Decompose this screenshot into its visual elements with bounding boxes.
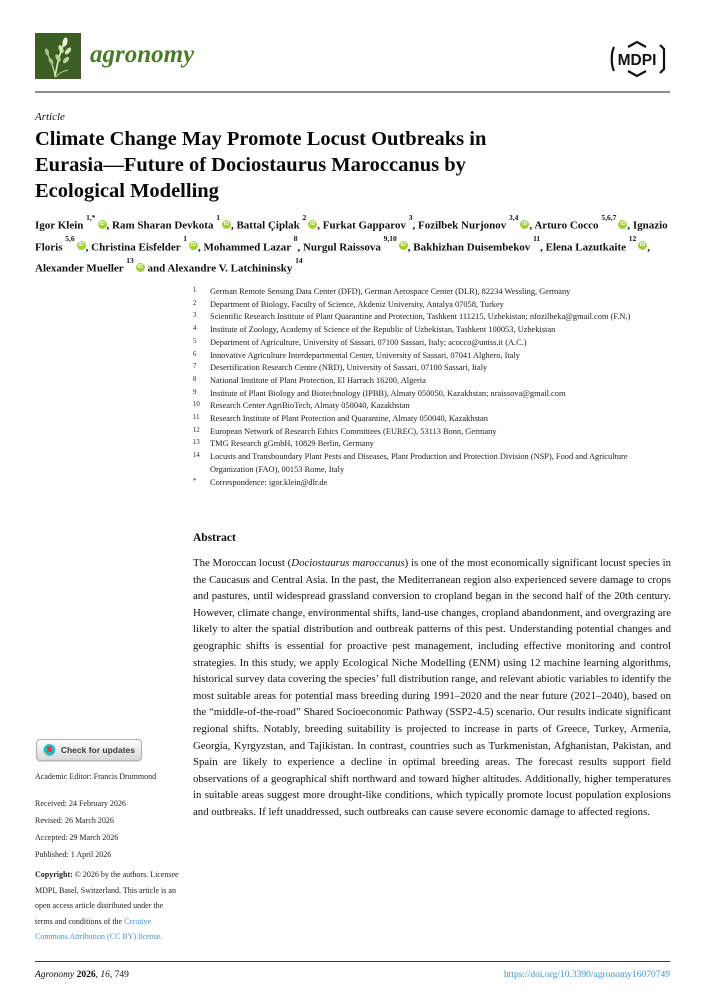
abstract-text xyxy=(193,555,671,821)
affiliation-number: 13 xyxy=(193,439,200,447)
orcid-icon[interactable]: iD xyxy=(309,220,316,227)
affiliation-text: National Institute of Plant Protection, El Harrach 16200, Algeria xyxy=(210,375,426,385)
abstract-segment: ) is one of the most economically significant locust species in the Caucasus and Central Asia. In the past, the Mediterranean region also experienced severe damage to crops and pastures, until widespread grassland conversion to cropland began in the second half of the 20th century. However, climate change, environmental shifts, land-use changes, cropland abandonment, and overgrazing are likely to alter the spatial distribution and outbreak patterns of this pest. Understanding potential changes and geographic shifts is essential for proactive pest management, including effective monitoring and control strategies. In this study, we apply Ecological Niche Modelling (ENM) using 12 machine learning algorithms, historical survey data covering the species’ full distribution range, and relevant abiotic variables to identify the most suitable areas for potential mass breeding during 1991–2020 and the near future (2021–2040), based on the “middle-of-the-road” Shared Socioeconomic Pathway (SSP2-4.5) scenario. Our results indicate significant regional shifts. Notably, breeding suitability is projected to increase in parts of Greece, Turkey, Armenia, Georgia, Kyrgyzstan, and Tajikistan. In contrast, countries such as Turkmenistan, Afghanistan, Pakistan, and Spain are likely to experience a decline in optimal breeding areas. The forecast results support field observations of a geographical shift northward and toward higher altitudes. Additionally, higher temperatures in suitable areas suggest more drought-like conditions, which typically promote locust population explosions and outbreaks. If left unaddressed, such outbreaks can cause severe economic damage to affected regions. xyxy=(193,557,671,818)
affiliation-text: Locusts and Transboundary Plant Pests and Diseases, Plant Production and Protection Division (NSP), Food and Agriculture Organization (FAO), 00153 Rome, Italy xyxy=(210,452,628,474)
author-affiliation-sup: 11 xyxy=(533,234,541,244)
affiliation-number: 3 xyxy=(193,312,197,320)
affiliation-item xyxy=(193,451,671,476)
affiliation-item xyxy=(193,362,671,375)
abstract-segment: The Moroccan locust ( xyxy=(193,557,292,569)
author-affiliation-sup: 8 xyxy=(293,234,298,244)
orcid-icon[interactable]: iD xyxy=(78,242,84,249)
orcid-icon[interactable]: iD xyxy=(99,220,105,227)
mdpi-logo-text: MDPI xyxy=(617,52,657,69)
affiliation-number: 6 xyxy=(193,350,197,358)
affiliation-text: German Remote Sensing Data Center (DFD), German Aerospace Center (DLR), 82234 Wessling, Germany xyxy=(210,287,571,296)
orcid-icon[interactable]: iD xyxy=(620,220,626,227)
author-list: Igor Klein $^{1,*}$iD , Ram Sharan Devkota $^1$iD , Battal Çiplak $^2$iD , Furkat Gapparov $^3$, Fozilbek Nurjonov $^{3,4}$iD , Arturo Cocco $^{5,6,7}$iD , Ignazio Floris $^{5,6}$iD , Christina Eisfelder $^1$iD , Mohammed Lazar $^8$, Nurgul Raissova $^{9,10}$iD , Bakhizhan Duisembekov $^{11}$, Elena Lazutkaite $^{12}$iD , Alexander Mueller $^{13}$iD and Alexandre V. Latchininsky $^{14}$ xyxy=(35,212,668,275)
date-row: Revised: 26 March 2026 xyxy=(35,816,114,825)
affiliation-number: 4 xyxy=(193,325,197,333)
author-affiliation-sup: 14 xyxy=(295,255,303,265)
article-dates xyxy=(35,795,179,863)
author-affiliation-sup: 13 xyxy=(126,255,134,265)
affiliation-text: Department of Biology, Faculty of Science, Akdeniz University, Antalya 07058, Turkey xyxy=(210,299,504,309)
affiliation-text: Innovative Agriculture Interdepartmental Center, University of Sassari, 07041 Alghero, Italy xyxy=(210,350,520,360)
affiliation-item xyxy=(193,400,671,413)
check-for-updates-label: Check for updates xyxy=(60,745,135,755)
wheat-plant-icon xyxy=(35,33,81,79)
date-row: Accepted: 29 March 2026 xyxy=(35,833,119,842)
affiliation-number: 1 xyxy=(193,287,197,294)
abstract-heading: Abstract xyxy=(193,532,236,544)
affiliation-item xyxy=(193,299,671,312)
affiliation-text: Research Center AgriBioTech, Almaty 050040, Kazakhstan xyxy=(210,401,410,411)
affiliation-item xyxy=(193,413,671,426)
affiliation-number: 14 xyxy=(193,452,200,460)
author-affiliation-sup: 5,6 xyxy=(65,234,75,244)
affiliation-text: Correspondence: igor.klein@dlr.de xyxy=(210,477,328,487)
page-title: Climate Change May Promote Locust Outbreaks in Eurasia—Future of Dociostaurus Maroccanus by Ecological Modelling xyxy=(35,128,487,202)
author-affiliation-sup: 5,6,7 xyxy=(601,212,617,222)
affiliation-number: 5 xyxy=(193,337,197,345)
cc-by-license-link[interactable]: Creative Commons Attribution (CC BY) license. xyxy=(35,916,163,942)
orcid-icon[interactable]: iD xyxy=(190,242,197,249)
affiliation-number: 9 xyxy=(193,388,197,396)
check-for-updates-button[interactable] xyxy=(36,739,142,761)
header-divider xyxy=(35,91,670,93)
affiliation-text: Research Institute of Plant Protection and Quarantine, Almaty 050040, Kazakhstan xyxy=(210,414,488,424)
affiliation-number: 8 xyxy=(193,375,197,383)
author-affiliation-sup: 2 xyxy=(302,212,307,222)
affiliation-item xyxy=(193,286,671,299)
date-row: Published: 1 April 2026 xyxy=(35,850,112,859)
orcid-icon[interactable]: iD xyxy=(400,242,406,249)
date-row: Received: 24 February 2026 xyxy=(35,799,126,808)
copyright-text: © 2026 by the authors. Licensee MDPI, Basel, Switzerland. This article is an open access article distributed under the terms and conditions of the xyxy=(35,870,179,926)
affiliation-number: 7 xyxy=(193,363,197,371)
agronomy-journal-logo-icon xyxy=(35,33,81,79)
affiliation-item xyxy=(193,311,671,324)
doi-link[interactable]: https://doi.org/10.3390/agronomy16070749 xyxy=(503,970,670,980)
affiliation-text: TMG Research gGmbH, 10829 Berlin, Germany xyxy=(210,439,374,449)
orcid-icon[interactable]: iD xyxy=(640,242,646,249)
affiliation-text: Scientific Research Institute of Plant Quarantine and Protection, Tashkent 111215, Uzbekistan; nfozilbeka@gmail.com (F.N.) xyxy=(210,312,631,322)
footer xyxy=(35,970,670,980)
affiliation-text: European Network of Research Ethics Committees (EUREC), 53113 Bonn, Germany xyxy=(210,426,497,436)
academic-editor: Academic Editor: Francis Drummond xyxy=(35,772,157,781)
affiliation-item xyxy=(193,375,671,388)
affiliation-text: Desertification Research Centre (NRD), University of Sassari, 07100 Sassari, Italy xyxy=(210,363,488,373)
author-affiliation-sup: 1 xyxy=(183,234,187,244)
author-affiliation-sup: 1 xyxy=(216,212,220,222)
author-affiliation-sup: 3,4 xyxy=(509,212,519,222)
affiliation-number: 11 xyxy=(193,414,200,422)
orcid-icon[interactable]: iD xyxy=(137,263,143,270)
orcid-icon[interactable]: iD xyxy=(522,220,528,227)
copyright-notice xyxy=(35,867,179,945)
affiliation-item xyxy=(193,388,671,401)
author-affiliation-sup: 12 xyxy=(628,234,637,244)
crossmark-icon xyxy=(43,743,56,757)
author-affiliation-sup: 1,* xyxy=(86,212,96,222)
journal-name: agronomy xyxy=(90,41,195,68)
affiliation-text: Department of Agriculture, University of Sassari, 07100 Sassari, Italy; acocco@uniss.it (A.C.) xyxy=(210,337,527,347)
affiliation-item xyxy=(193,324,671,337)
affiliation-item xyxy=(193,426,671,439)
affiliation-text: Institute of Plant Biology and Biotechnology (IPBB), Almaty 050050, Kazakhstan; nraissova@gmail.com xyxy=(210,388,566,398)
affiliation-number: 12 xyxy=(193,426,200,434)
copyright-label: Copyright: xyxy=(35,870,73,879)
affiliation-list xyxy=(193,286,671,489)
affiliation-item xyxy=(193,337,671,350)
article-type-label: Article xyxy=(35,111,65,123)
affiliation-number: 10 xyxy=(193,401,200,409)
author-affiliation-sup: 9,10 xyxy=(383,234,397,244)
affiliation-text: Institute of Zoology, Academy of Science of the Republic of Uzbekistan, Tashkent 100053, Uzbekistan xyxy=(210,325,556,335)
footer-citation: Agronomy 2026, 16, 749 xyxy=(35,970,129,980)
species-name: Dociostaurus maroccanus xyxy=(291,557,405,569)
mdpi-logo xyxy=(604,39,670,79)
orcid-icon[interactable]: iD xyxy=(223,220,230,227)
affiliation-item xyxy=(193,438,671,451)
affiliation-number: 2 xyxy=(193,299,197,307)
footer-divider xyxy=(35,961,670,962)
affiliation-number: * xyxy=(193,477,197,485)
author-affiliation-sup: 3 xyxy=(408,212,413,222)
affiliation-item xyxy=(193,350,671,363)
affiliation-item xyxy=(193,477,671,490)
